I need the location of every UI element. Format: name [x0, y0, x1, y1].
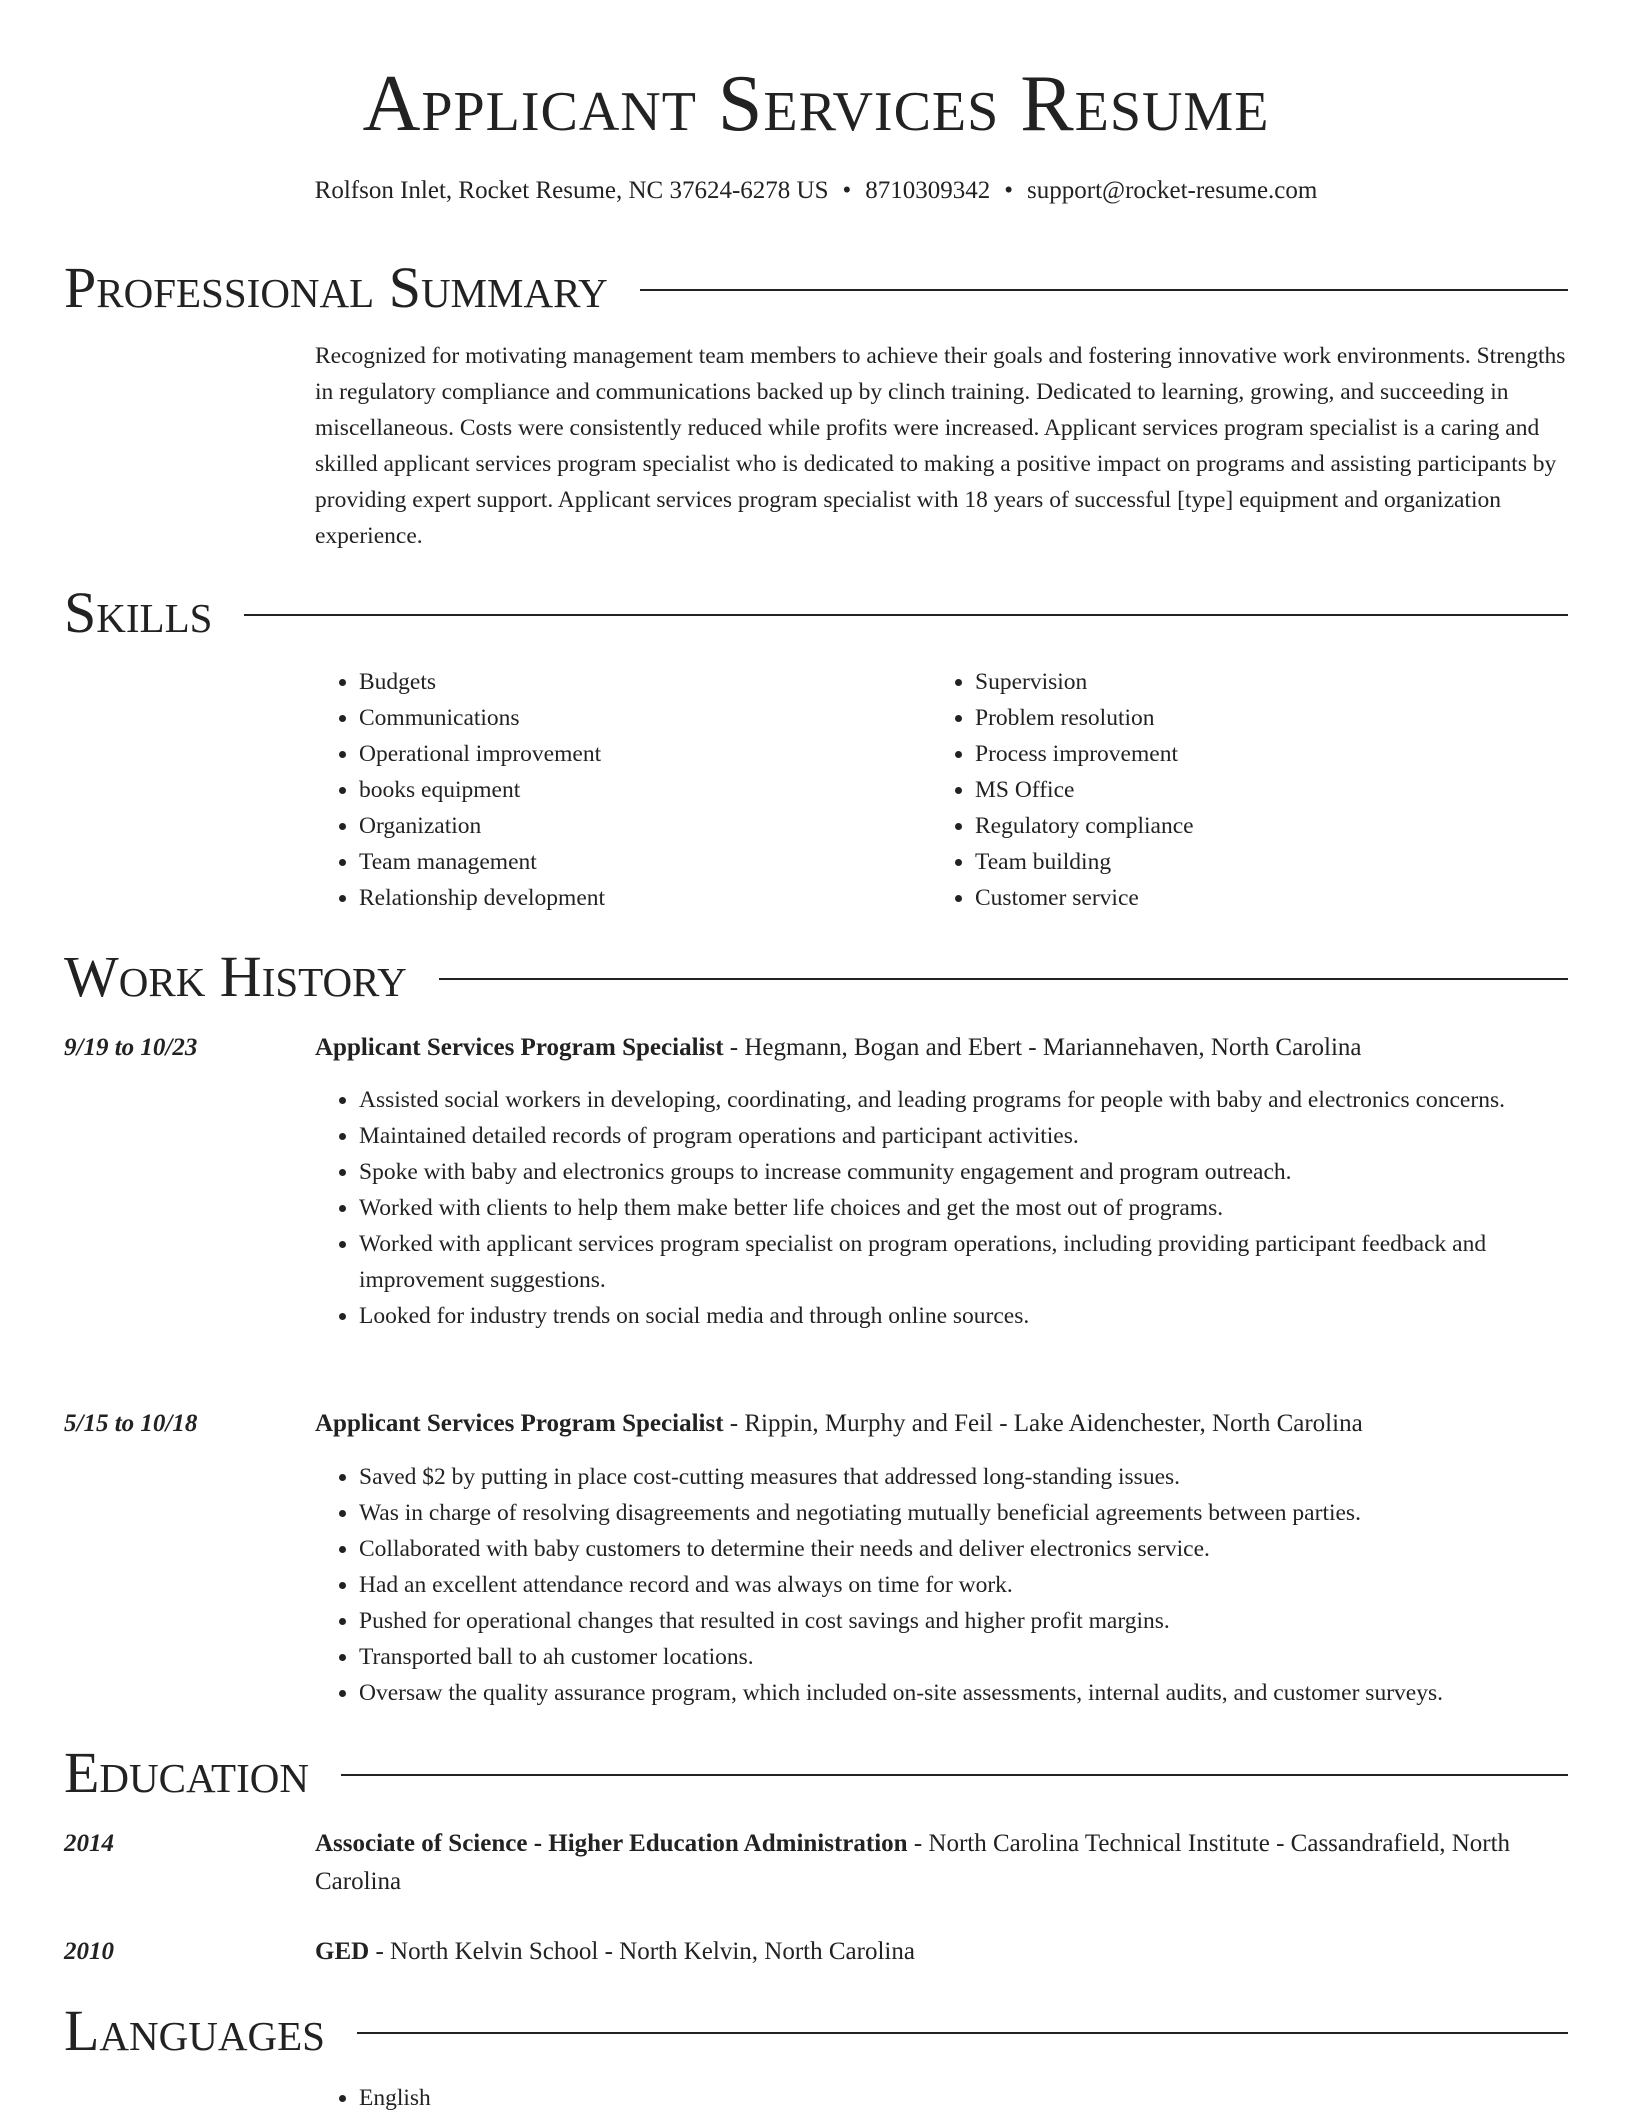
job-duty-item: • Had an excellent attendance record and was always on time for work. [359, 1567, 1568, 1603]
job-dates: 9/19 to 10/23 [64, 1034, 198, 1061]
education-heading [315, 1933, 1568, 1971]
skill-item: • Team management [359, 844, 835, 880]
job-heading [315, 1029, 1568, 1067]
education-degree: Associate of Science - Higher Education Administration [315, 1830, 908, 1857]
job-duty-list [315, 1459, 1568, 1711]
job-duty-item: • Collaborated with baby customers to determine their needs and deliver electronics service. [359, 1531, 1568, 1567]
contact-separator: • [1004, 177, 1014, 204]
work-section-header [64, 945, 1568, 1009]
skill-item: • Relationship development [359, 880, 835, 916]
job-heading [315, 1405, 1568, 1443]
education-degree: GED [315, 1938, 370, 1965]
job-duties [315, 1082, 1568, 1334]
education-year: 2010 [64, 1938, 114, 1965]
skill-item: • Operational improvement [359, 736, 835, 772]
contact-email[interactable]: support@rocket-resume.com [1027, 177, 1318, 204]
section-divider [244, 614, 1568, 616]
job-duty-list [315, 1082, 1568, 1334]
skill-item: • Organization [359, 808, 835, 844]
skills-list-left [315, 664, 835, 916]
work-heading: Work History [64, 944, 407, 1009]
job-employer: - Hegmann, Bogan and Ebert - Mariannehaven, North Carolina [723, 1034, 1362, 1061]
education-school: - North Kelvin School - North Kelvin, North Carolina [369, 1938, 915, 1965]
job-title: Applicant Services Program Specialist [315, 1410, 724, 1437]
job-duties [315, 1459, 1568, 1711]
resume-title: Applicant Services Resume [362, 60, 1270, 148]
job-duty-item: • Pushed for operational changes that resulted in cost savings and higher profit margins. [359, 1603, 1568, 1639]
job-duty-item: • Maintained detailed records of program operations and participant activities. [359, 1118, 1568, 1154]
job-duty-item: • Worked with applicant services program specialist on program operations, including providing participant feedback and improvement suggestions. [359, 1226, 1568, 1298]
contact-phone: 8710309342 [865, 177, 991, 204]
section-divider [357, 2032, 1568, 2034]
section-divider [640, 289, 1568, 291]
section-divider [439, 978, 1568, 980]
job-employer: - Rippin, Murphy and Feil - Lake Aidenchester, North Carolina [723, 1410, 1363, 1437]
skill-item: • Regulatory compliance [975, 808, 1451, 844]
job-duty-item: • Oversaw the quality assurance program, which included on-site assessments, internal audits, and customer surveys. [359, 1675, 1568, 1711]
skill-item: • books equipment [359, 772, 835, 808]
language-item: • English [359, 2080, 1568, 2116]
job-dates: 5/15 to 10/18 [64, 1410, 198, 1437]
job-duty-item: • Was in charge of resolving disagreements and negotiating mutually beneficial agreements between parties. [359, 1495, 1568, 1531]
job-title: Applicant Services Program Specialist [315, 1034, 724, 1061]
skills-section-header [64, 581, 1568, 645]
job-duty-item: • Looked for industry trends on social media and through online sources. [359, 1298, 1568, 1334]
skill-item: • Budgets [359, 664, 835, 700]
skill-item: • Process improvement [975, 736, 1451, 772]
contact-address: Rolfson Inlet, Rocket Resume, NC 37624-6278 US [314, 177, 829, 204]
skill-item: • Communications [359, 700, 835, 736]
job-duty-item: • Assisted social workers in developing, coordinating, and leading programs for people with baby and electronics concerns. [359, 1082, 1568, 1118]
skill-item: • Problem resolution [975, 700, 1451, 736]
skill-item: • Customer service [975, 880, 1451, 916]
job-duty-item: • Worked with clients to help them make better life choices and get the most out of programs. [359, 1190, 1568, 1226]
skill-item: • Supervision [975, 664, 1451, 700]
section-divider [341, 1774, 1568, 1776]
education-school: - North Carolina Technical Institute - Cassandrafield, North Carolina [315, 1830, 1511, 1895]
job-duty-item: • Transported ball to ah customer locations. [359, 1639, 1568, 1675]
skills-heading: Skills [64, 580, 213, 645]
job-duty-item: • Saved $2 by putting in place cost-cutting measures that addressed long-standing issues. [359, 1459, 1568, 1495]
summary-heading: Professional Summary [64, 255, 608, 320]
summary-section-header [64, 256, 1568, 320]
languages-heading: Languages [64, 1998, 325, 2063]
education-heading [315, 1825, 1568, 1901]
contact-line [0, 174, 1632, 208]
skill-item: • MS Office [975, 772, 1451, 808]
languages-list-container [315, 2080, 1568, 2116]
education-section-header [64, 1741, 1568, 1805]
education-year: 2014 [64, 1830, 114, 1857]
job-duty-item: • Spoke with baby and electronics groups to increase community engagement and program outreach. [359, 1154, 1568, 1190]
education-heading: Education [64, 1740, 309, 1805]
skills-list-right [931, 664, 1451, 916]
languages-list [315, 2080, 1568, 2116]
languages-section-header [64, 1999, 1568, 2063]
skills-column-right [931, 664, 1451, 916]
skills-column-left [315, 664, 835, 916]
contact-separator: • [842, 177, 852, 204]
skill-item: • Team building [975, 844, 1451, 880]
summary-text: Recognized for motivating management team members to achieve their goals and fostering innovative work environments. Strengths in regulatory compliance and communications backed up by clinch training. Dedicated to learning, growing, and succeeding in miscellaneous. Costs were consistently reduced while profits were increased. Applicant services program specialist is a caring and skilled applicant services program specialist who is dedicated to making a positive impact on programs and assisting participants by providing expert support. Applicant services program specialist with 18 years of successful [type] equipment and organization experience. [315, 343, 1566, 549]
